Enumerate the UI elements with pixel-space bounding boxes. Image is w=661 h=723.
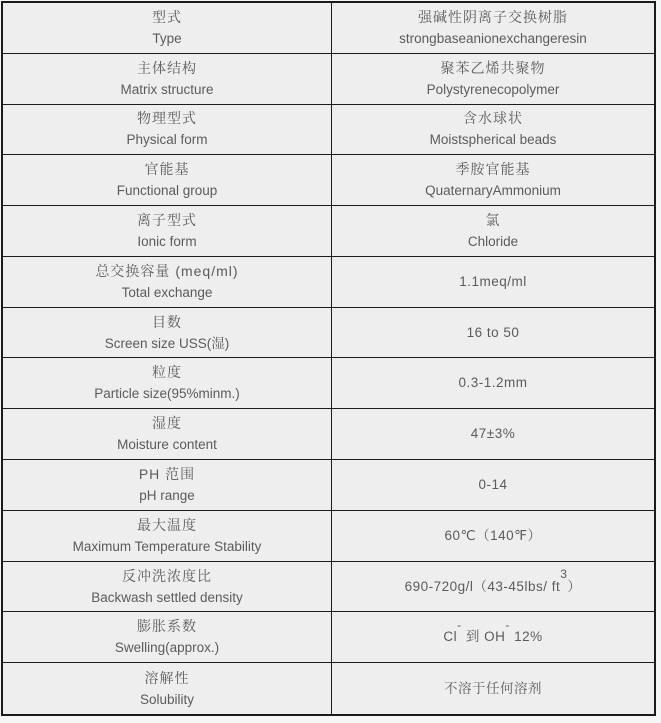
spec-value-physical-form [332, 105, 654, 156]
value-en: Chloride [467, 234, 519, 250]
spec-value-ionic-form [332, 206, 654, 257]
spec-label-moisture-content [3, 409, 332, 460]
label-en: Maximum Temperature Stability [72, 538, 262, 554]
label-cn: 目数 [152, 313, 182, 330]
spec-value-total-exchange [332, 257, 654, 308]
spec-value-type [332, 3, 654, 54]
spec-value-swelling [332, 612, 654, 663]
label-en: Backwash settled density [91, 589, 243, 605]
spec-label-swelling [3, 612, 332, 663]
value-text: ） [567, 578, 582, 594]
spec-label-backwash-density [3, 562, 332, 613]
value-cn: 氯 [485, 212, 501, 229]
value-text: Cl [443, 629, 458, 645]
label-en: Swelling(approx.) [114, 640, 220, 656]
label-en: Ionic form [137, 234, 197, 250]
label-cn: 离子型式 [137, 212, 197, 229]
value: 0.3-1.2mm [458, 375, 528, 391]
spec-label-matrix-structure [3, 54, 332, 105]
spec-value-matrix-structure [332, 54, 654, 105]
value [443, 617, 543, 648]
spec-label-max-temperature [3, 511, 332, 562]
value-cn: 含水球状 [463, 110, 523, 127]
label-en: Type [152, 30, 182, 46]
label-cn: 主体结构 [137, 59, 197, 76]
value: 0-14 [478, 476, 508, 492]
label-cn: 溶解性 [144, 669, 190, 686]
label-en: pH range [139, 487, 195, 503]
spec-label-type [3, 3, 332, 54]
label-cn: 反冲洗浓度比 [122, 567, 212, 584]
value-cn: 聚苯乙烯共聚物 [440, 59, 546, 76]
label-en: Screen size USS(湿) [104, 335, 230, 351]
value: 1.1meq/ml [459, 273, 527, 289]
value: 不溶于任何溶剂 [444, 680, 542, 696]
label-en: Physical form [126, 132, 208, 148]
spec-value-screen-size [332, 308, 654, 359]
label-cn: PH 范围 [138, 465, 196, 482]
value-cn: 强碱性阴离子交换树脂 [418, 8, 568, 25]
value-text: 到 OH [461, 629, 506, 645]
spec-table [1, 1, 656, 716]
spec-value-functional-group [332, 155, 654, 206]
label-en: Moisture content [117, 437, 217, 453]
spec-label-ionic-form [3, 206, 332, 257]
value-text: 690-720g/l（43-45lbs/ ft [404, 578, 561, 594]
spec-label-particle-size [3, 358, 332, 409]
value-superscript: 3 [560, 567, 568, 582]
value: 47±3% [470, 426, 516, 442]
spec-label-solubility [3, 663, 332, 714]
label-cn: 膨胀系数 [137, 618, 197, 635]
spec-label-functional-group [3, 155, 332, 206]
spec-label-physical-form [3, 105, 332, 156]
value-superscript: - [505, 617, 510, 632]
value: 16 to 50 [466, 324, 520, 340]
label-cn: 最大温度 [137, 516, 197, 533]
value: 60℃（140℉） [444, 527, 542, 543]
value-en: Polystyrenecopolymer [426, 81, 560, 97]
label-en: Total exchange [121, 284, 213, 300]
spec-value-ph-range [332, 460, 654, 511]
spec-value-solubility [332, 663, 654, 714]
spec-label-ph-range [3, 460, 332, 511]
value-text: 12% [509, 629, 543, 645]
label-cn: 官能基 [144, 161, 190, 178]
label-cn: 型式 [152, 8, 182, 25]
spec-label-total-exchange [3, 257, 332, 308]
value-en: QuaternaryAmmonium [425, 183, 561, 199]
label-en: Matrix structure [120, 81, 214, 97]
label-en: Solubility [139, 691, 195, 707]
value-en: strongbaseanionexchangeresin [399, 30, 587, 46]
value-superscript: - [457, 617, 462, 632]
spec-label-screen-size [3, 308, 332, 359]
spec-value-moisture-content [332, 409, 654, 460]
value-cn: 季胺官能基 [455, 161, 531, 178]
spec-value-backwash-density [332, 562, 654, 613]
value-en: Moistspherical beads [429, 132, 557, 148]
label-cn: 物理型式 [137, 110, 197, 127]
spec-value-max-temperature [332, 511, 654, 562]
label-cn: 粒度 [152, 364, 182, 381]
label-cn: 总交换容量 (meq/ml) [95, 262, 239, 279]
label-en: Functional group [116, 183, 218, 199]
label-cn: 湿度 [152, 415, 182, 432]
spec-value-particle-size [332, 358, 654, 409]
label-en: Particle size(95%minm.) [94, 386, 240, 402]
value [404, 567, 582, 598]
